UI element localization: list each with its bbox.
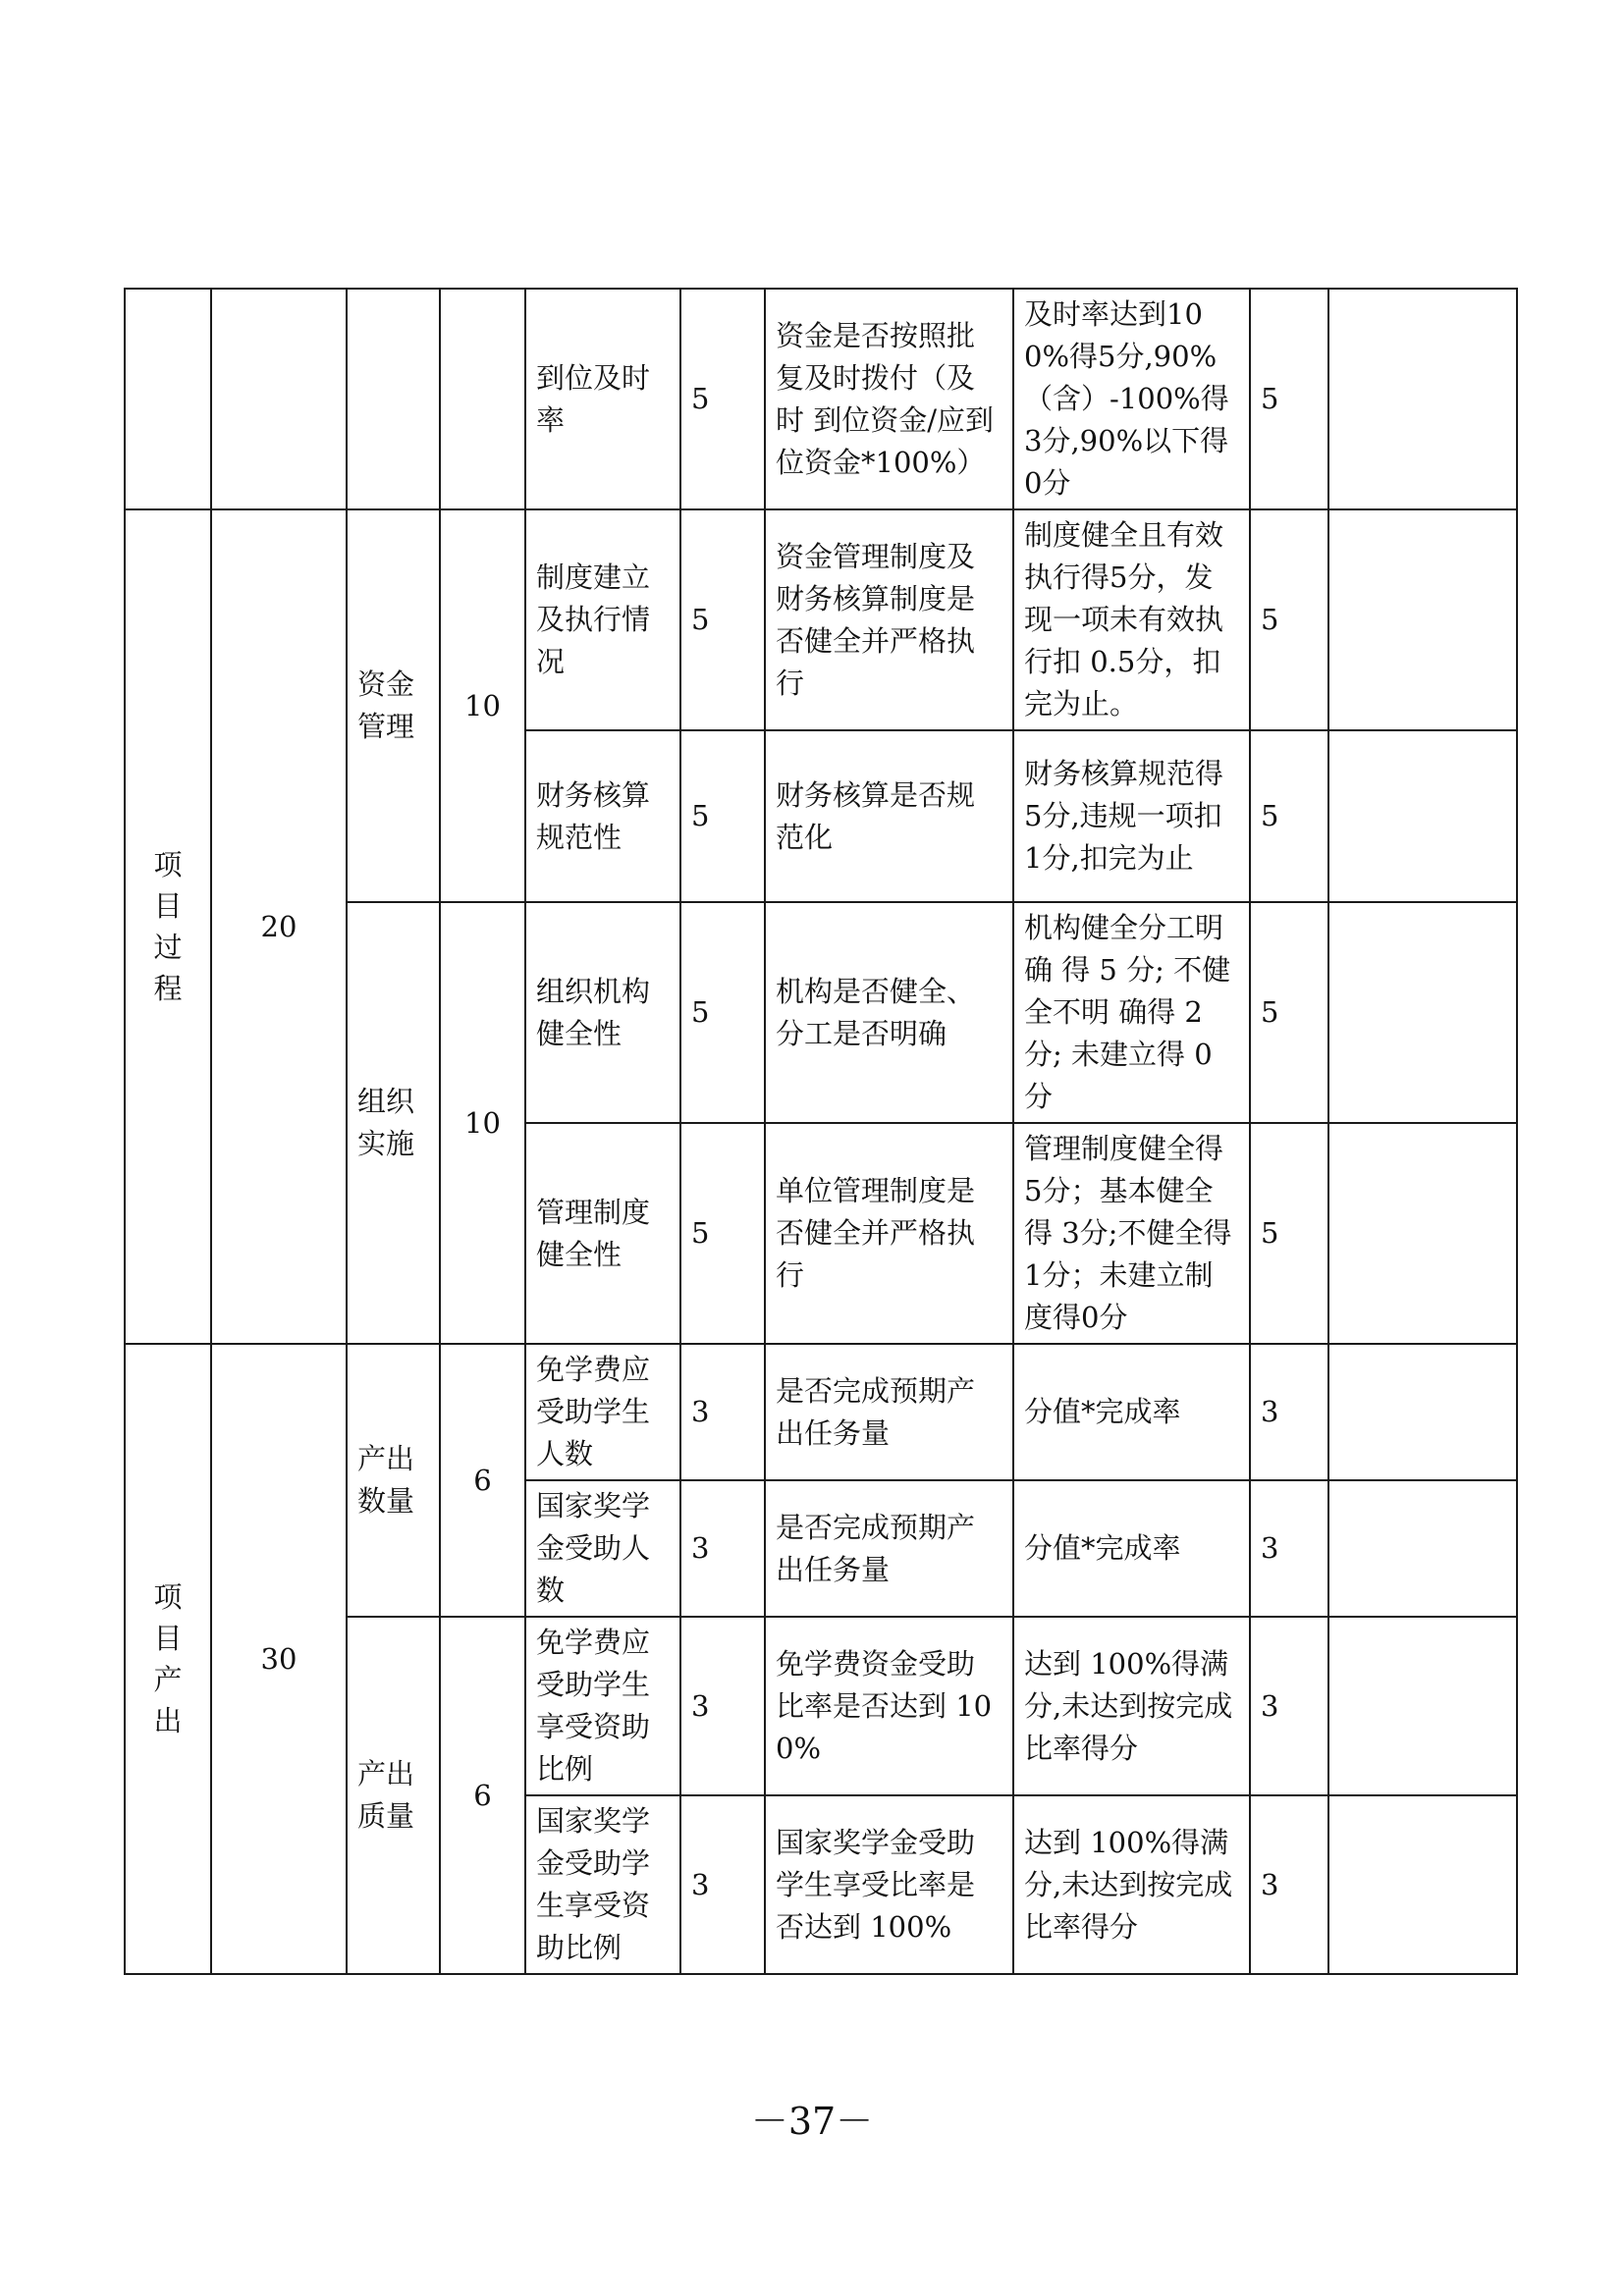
remark-cell <box>1328 289 1517 509</box>
sub-indicator-cell: 免学费应受助学生人数 <box>525 1344 680 1480</box>
standard-cell: 达到 100%得满分,未达到按完成比率得分 <box>1013 1795 1250 1974</box>
description-cell: 资金管理制度及财务核算制度是否健全并严格执行 <box>765 509 1013 730</box>
sub-indicator-cell: 国家奖学金受助学生享受资助比例 <box>525 1795 680 1974</box>
sub-score-cell: 3 <box>680 1344 765 1480</box>
category-score-cell: 30 <box>211 1344 347 1974</box>
sub-indicator-cell: 组织机构健全性 <box>525 902 680 1123</box>
score-cell: 5 <box>1250 289 1328 509</box>
description-cell: 财务核算是否规范化 <box>765 730 1013 902</box>
sub-score-cell: 5 <box>680 289 765 509</box>
remark-cell <box>1328 1344 1517 1480</box>
subcategory-cell: 产出数量 <box>347 1344 440 1617</box>
score-cell: 3 <box>1250 1795 1328 1974</box>
subcategory-score-cell: 10 <box>440 509 525 902</box>
score-cell: 5 <box>1250 509 1328 730</box>
subcategory-cell: 资金管理 <box>347 509 440 902</box>
subcategory-cell: 产出质量 <box>347 1617 440 1974</box>
subcategory-cell: 组织实施 <box>347 902 440 1344</box>
remark-cell <box>1328 730 1517 902</box>
sub-indicator-cell: 国家奖学金受助人数 <box>525 1480 680 1617</box>
standard-cell: 财务核算规范得 5分,违规一项扣 1分,扣完为止 <box>1013 730 1250 902</box>
sub-score-cell: 5 <box>680 730 765 902</box>
description-cell: 免学费资金受助比率是否达到 100% <box>765 1617 1013 1795</box>
description-cell: 国家奖学金受助学生享受比率是否达到 100% <box>765 1795 1013 1974</box>
sub-score-cell: 5 <box>680 509 765 730</box>
description-cell: 机构是否健全、分工是否明确 <box>765 902 1013 1123</box>
description-cell: 是否完成预期产出任务量 <box>765 1480 1013 1617</box>
sub-indicator-cell: 财务核算规范性 <box>525 730 680 902</box>
category-cell <box>125 509 211 1344</box>
empty-cell <box>211 289 347 509</box>
sub-score-cell: 3 <box>680 1795 765 1974</box>
remark-cell <box>1328 1617 1517 1795</box>
table-row <box>125 1344 1517 1480</box>
description-cell: 单位管理制度是否健全并严格执行 <box>765 1123 1013 1344</box>
sub-score-cell: 5 <box>680 1123 765 1344</box>
score-cell: 5 <box>1250 730 1328 902</box>
page-number: －37－ <box>750 2100 874 2143</box>
score-cell: 3 <box>1250 1480 1328 1617</box>
subcategory-score-cell: 6 <box>440 1344 525 1617</box>
sub-indicator-cell: 到位及时率 <box>525 289 680 509</box>
remark-cell <box>1328 902 1517 1123</box>
sub-indicator-cell: 制度建立及执行情况 <box>525 509 680 730</box>
performance-evaluation-table <box>124 288 1518 1975</box>
subcategory-score-cell: 10 <box>440 902 525 1344</box>
category-score-cell: 20 <box>211 509 347 1344</box>
empty-cell <box>125 289 211 509</box>
standard-cell: 达到 100%得满分,未达到按完成比率得分 <box>1013 1617 1250 1795</box>
standard-cell: 分值*完成率 <box>1013 1344 1250 1480</box>
table-row <box>125 289 1517 509</box>
score-cell: 3 <box>1250 1617 1328 1795</box>
sub-score-cell: 3 <box>680 1617 765 1795</box>
sub-indicator-cell: 管理制度健全性 <box>525 1123 680 1344</box>
remark-cell <box>1328 1480 1517 1617</box>
standard-cell: 及时率达到100%得5分,90%（含）-100%得3分,90%以下得0分 <box>1013 289 1250 509</box>
standard-cell: 分值*完成率 <box>1013 1480 1250 1617</box>
score-cell: 5 <box>1250 902 1328 1123</box>
category-label: 项目过程 <box>153 847 183 1005</box>
score-cell: 5 <box>1250 1123 1328 1344</box>
standard-cell: 机构健全分工明确 得 5 分; 不健全不明 确得 2 分; 未建立得 0 分 <box>1013 902 1250 1123</box>
sub-indicator-cell: 免学费应受助学生享受资助比例 <box>525 1617 680 1795</box>
standard-cell: 制度健全且有效执行得5分，发现一项未有效执行扣 0.5分，扣完为止。 <box>1013 509 1250 730</box>
description-cell: 是否完成预期产出任务量 <box>765 1344 1013 1480</box>
description-cell: 资金是否按照批复及时拨付（及时 到位资金/应到位资金*100%） <box>765 289 1013 509</box>
subcategory-score-cell: 6 <box>440 1617 525 1974</box>
standard-cell: 管理制度健全得5分；基本健全得 3分;不健全得1分；未建立制度得0分 <box>1013 1123 1250 1344</box>
remark-cell <box>1328 1123 1517 1344</box>
sub-score-cell: 5 <box>680 902 765 1123</box>
category-cell <box>125 1344 211 1974</box>
remark-cell <box>1328 1795 1517 1974</box>
sub-score-cell: 3 <box>680 1480 765 1617</box>
remark-cell <box>1328 509 1517 730</box>
table-row <box>125 509 1517 730</box>
empty-cell <box>440 289 525 509</box>
empty-cell <box>347 289 440 509</box>
score-cell: 3 <box>1250 1344 1328 1480</box>
category-label: 项目产出 <box>153 1579 183 1737</box>
